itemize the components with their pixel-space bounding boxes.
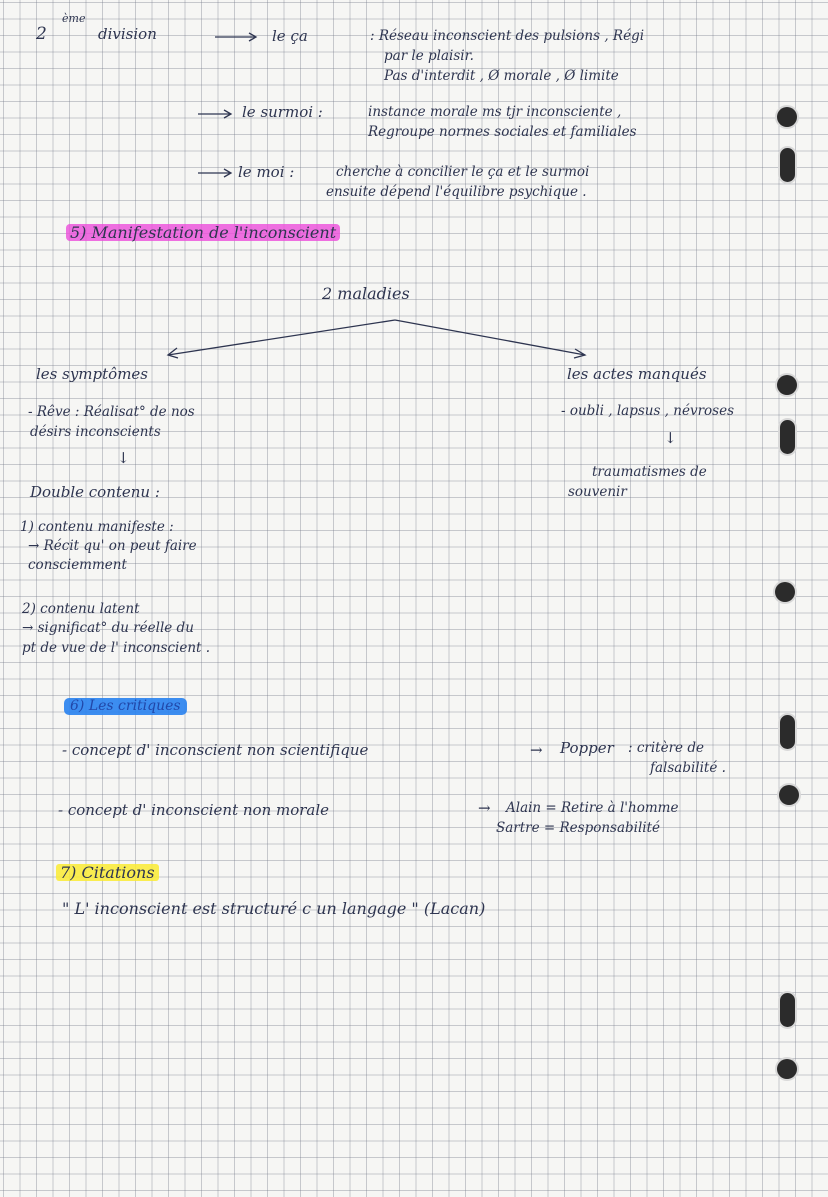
critique2-author1: Alain = Retire à l'homme	[506, 800, 679, 816]
section7-title: 7) Citations	[56, 864, 159, 881]
tree-root: 2 maladies	[322, 284, 410, 303]
reve-line2: désirs inconscients	[30, 424, 161, 440]
critique1-text: - concept d' inconscient non scientifique	[62, 741, 369, 759]
heading-division: division	[98, 25, 157, 43]
critique2-author2: Sartre = Responsabilité	[496, 820, 661, 836]
tree-left-head	[168, 348, 178, 358]
manifeste-line2: → Récit qu' on peut faire	[28, 538, 197, 554]
binder-hole-round	[779, 785, 799, 805]
moi-def-line1: cherche à concilier le ça et le surmoi	[336, 164, 590, 180]
binder-hole-round	[777, 107, 797, 127]
surmoi-def-line1: instance morale ms tjr inconsciente ,	[368, 104, 622, 120]
ca-def-line1: : Réseau inconscient des pulsions , Régi	[370, 28, 645, 44]
binder-hole-round	[777, 1059, 797, 1079]
critique1-arrow: →	[530, 741, 543, 759]
lacan-quote: " L' inconscient est structuré c un langage " (Lacan)	[62, 899, 486, 918]
binder-hole-round	[775, 582, 795, 602]
ca-def-line2: par le plaisir.	[384, 48, 474, 64]
latent-line2: → significat° du réelle du	[22, 620, 194, 636]
latent-line3: pt de vue de l' inconscient .	[22, 640, 211, 656]
section6-title: 6) Les critiques	[64, 698, 187, 715]
actes-line2: traumatismes de	[592, 464, 707, 480]
reve-line1: - Rêve : Réalisat° de nos	[28, 404, 195, 420]
critique1-author: Popper	[560, 739, 614, 757]
actes-line1: - oubli , lapsus , névroses	[561, 403, 734, 419]
actes-line3: souvenir	[568, 484, 627, 500]
moi-label: le moi :	[238, 163, 295, 181]
section5-title: 5) Manifestation de l'inconscient	[66, 224, 340, 241]
critique1-detail1: : critère de	[628, 740, 704, 756]
double-contenu: Double contenu :	[30, 483, 160, 501]
actes-down-arrow: ↓	[664, 429, 677, 447]
moi-def-line2: ensuite dépend l'équilibre psychique .	[326, 184, 587, 200]
binder-hole-slot	[780, 993, 795, 1027]
tree-right-line	[395, 320, 585, 355]
manifeste-line3: consciemment	[28, 557, 127, 573]
heading-sup: ème	[62, 12, 86, 25]
reve-down-arrow: ↓	[117, 449, 130, 467]
ca-label: le ça	[272, 27, 308, 45]
surmoi-def-line2: Regroupe normes sociales et familiales	[368, 124, 637, 140]
surmoi-label: le surmoi :	[242, 103, 323, 121]
binder-hole-slot	[780, 420, 795, 454]
tree-left-line	[168, 320, 395, 355]
ca-def-line3: Pas d'interdit , Ø morale , Ø limite	[384, 68, 619, 84]
left-branch-label: les symptômes	[36, 365, 148, 383]
critique2-text: - concept d' inconscient non morale	[58, 801, 330, 819]
heading-number: 2	[36, 24, 47, 44]
critique1-detail2: falsabilité .	[650, 760, 726, 776]
right-branch-label: les actes manqués	[567, 365, 707, 383]
binder-hole-slot	[780, 715, 795, 749]
manifeste-line1: 1) contenu manifeste :	[20, 519, 174, 535]
binder-hole-slot	[780, 148, 795, 182]
binder-hole-round	[777, 375, 797, 395]
latent-line1: 2) contenu latent	[22, 601, 140, 617]
critique2-arrow: →	[478, 799, 491, 817]
